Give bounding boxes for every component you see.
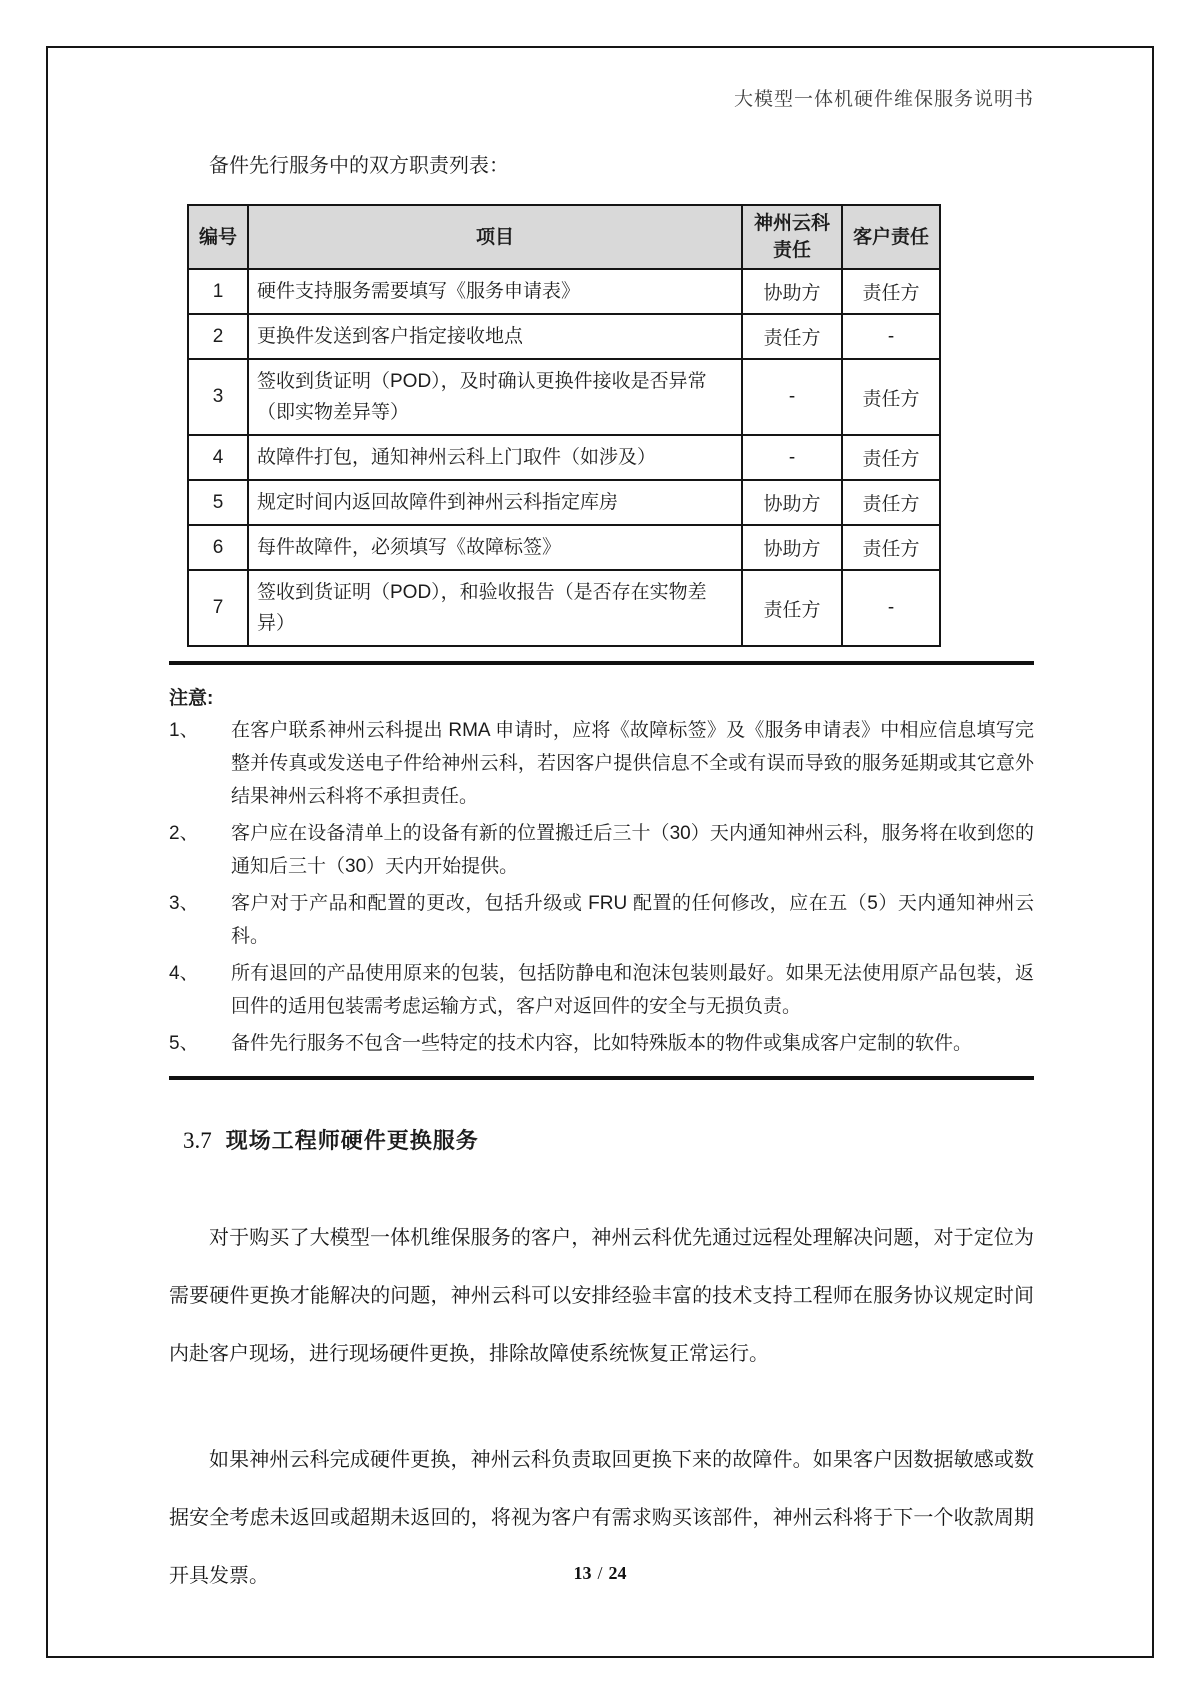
cell-item: 硬件支持服务需要填写《服务申请表》 bbox=[248, 269, 742, 314]
note-number: 2、 bbox=[169, 823, 199, 844]
cell-customer-responsibility: 责任方 bbox=[842, 359, 940, 435]
cell-number: 4 bbox=[188, 435, 248, 480]
body-paragraph: 如果神州云科完成硬件更换，神州云科负责取回更换下来的故障件。如果客户因数据敏感或数据安全考虑未返回或超期未返回的，将视为客户有需求购买该部件，神州云科将于下一个收款周期开具发票。 bbox=[169, 1449, 1034, 1587]
horizontal-rule bbox=[169, 1076, 1034, 1080]
table-row bbox=[188, 435, 940, 480]
note-number: 4、 bbox=[169, 963, 199, 984]
note-number: 1、 bbox=[169, 720, 199, 741]
note-text: 备件先行服务不包含一些特定的技术内容，比如特殊版本的物件或集成客户定制的软件。 bbox=[231, 1033, 973, 1054]
cell-vendor-responsibility: 责任方 bbox=[742, 314, 842, 359]
table-row bbox=[188, 570, 940, 646]
cell-customer-responsibility: 责任方 bbox=[842, 435, 940, 480]
page-number-separator: / bbox=[597, 1563, 603, 1583]
total-page-number: 24 bbox=[608, 1563, 627, 1583]
page-border-frame bbox=[46, 46, 1154, 1658]
table-header-row bbox=[188, 205, 940, 269]
cell-customer-responsibility: 责任方 bbox=[842, 480, 940, 525]
note-text: 在客户联系神州云科提出 RMA 申请时，应将《故障标签》及《服务申请表》中相应信息填写完整并传真或发送电子件给神州云科，若因客户提供信息不全或有误而导致的服务延期或其它意外结果神州云科将不承担责任。 bbox=[231, 720, 1034, 807]
document-header-title: 大模型一体机硬件维保服务说明书 bbox=[733, 89, 1034, 110]
header-cell-customer-responsibility: 客户责任 bbox=[842, 205, 940, 269]
header-vendor-line2: 责任 bbox=[772, 240, 811, 261]
horizontal-rule bbox=[169, 661, 1034, 665]
cell-item: 更换件发送到客户指定接收地点 bbox=[248, 314, 742, 359]
cell-number: 6 bbox=[188, 525, 248, 570]
table-row bbox=[188, 314, 940, 359]
note-item bbox=[169, 887, 1034, 953]
body-paragraph: 对于购买了大模型一体机维保服务的客户，神州云科优先通过远程处理解决问题，对于定位为需要硬件更换才能解决的问题，神州云科可以安排经验丰富的技术支持工程师在服务协议规定时间内赴客户现场，进行现场硬件更换，排除故障使系统恢复正常运行。 bbox=[169, 1227, 1034, 1365]
current-page-number: 13 bbox=[573, 1563, 592, 1583]
note-number: 5、 bbox=[169, 1033, 199, 1054]
note-number: 3、 bbox=[169, 893, 199, 914]
table-row bbox=[188, 480, 940, 525]
table-intro-text: 备件先行服务中的双方职责列表： bbox=[209, 155, 509, 177]
section-heading bbox=[183, 1124, 1034, 1155]
cell-item: 每件故障件，必须填写《故障标签》 bbox=[248, 525, 742, 570]
note-item bbox=[169, 714, 1034, 813]
note-item bbox=[169, 1027, 1034, 1060]
table-row bbox=[188, 359, 940, 435]
cell-item: 签收到货证明（POD），和验收报告（是否存在实物差异） bbox=[248, 570, 742, 646]
page-content bbox=[48, 149, 1152, 1605]
cell-item: 故障件打包，通知神州云科上门取件（如涉及） bbox=[248, 435, 742, 480]
cell-number: 3 bbox=[188, 359, 248, 435]
note-item bbox=[169, 957, 1034, 1023]
notes-label: 注意: bbox=[169, 688, 214, 709]
page-number-footer bbox=[48, 1563, 1152, 1584]
section-title: 现场工程师硬件更换服务 bbox=[225, 1128, 479, 1153]
cell-customer-responsibility: 责任方 bbox=[842, 269, 940, 314]
cell-customer-responsibility: - bbox=[842, 314, 940, 359]
header-cell-item: 项目 bbox=[248, 205, 742, 269]
header-vendor-line1: 神州云科 bbox=[753, 213, 830, 234]
header-cell-vendor-responsibility bbox=[742, 205, 842, 269]
header-cell-number: 编号 bbox=[188, 205, 248, 269]
cell-number: 5 bbox=[188, 480, 248, 525]
note-text: 所有退回的产品使用原来的包装，包括防静电和泡沫包装则最好。如果无法使用原产品包装，返回件的适用包装需考虑运输方式，客户对返回件的安全与无损负责。 bbox=[231, 963, 1034, 1017]
cell-vendor-responsibility: 协助方 bbox=[742, 480, 842, 525]
responsibility-table bbox=[187, 204, 941, 647]
cell-number: 7 bbox=[188, 570, 248, 646]
cell-customer-responsibility: 责任方 bbox=[842, 525, 940, 570]
cell-vendor-responsibility: 责任方 bbox=[742, 570, 842, 646]
cell-item: 签收到货证明（POD），及时确认更换件接收是否异常（即实物差异等） bbox=[248, 359, 742, 435]
cell-vendor-responsibility: - bbox=[742, 359, 842, 435]
section-number: 3.7 bbox=[183, 1128, 212, 1153]
table-row bbox=[188, 525, 940, 570]
note-text: 客户对于产品和配置的更改，包括升级或 FRU 配置的任何修改，应在五（5）天内通知神州云科。 bbox=[231, 893, 1034, 947]
cell-vendor-responsibility: - bbox=[742, 435, 842, 480]
cell-number: 1 bbox=[188, 269, 248, 314]
note-text: 客户应在设备清单上的设备有新的位置搬迁后三十（30）天内通知神州云科，服务将在收到您的通知后三十（30）天内开始提供。 bbox=[231, 823, 1034, 877]
table-row bbox=[188, 269, 940, 314]
note-item bbox=[169, 817, 1034, 883]
cell-vendor-responsibility: 协助方 bbox=[742, 525, 842, 570]
cell-item: 规定时间内返回故障件到神州云科指定库房 bbox=[248, 480, 742, 525]
cell-vendor-responsibility: 协助方 bbox=[742, 269, 842, 314]
cell-number: 2 bbox=[188, 314, 248, 359]
cell-customer-responsibility: - bbox=[842, 570, 940, 646]
